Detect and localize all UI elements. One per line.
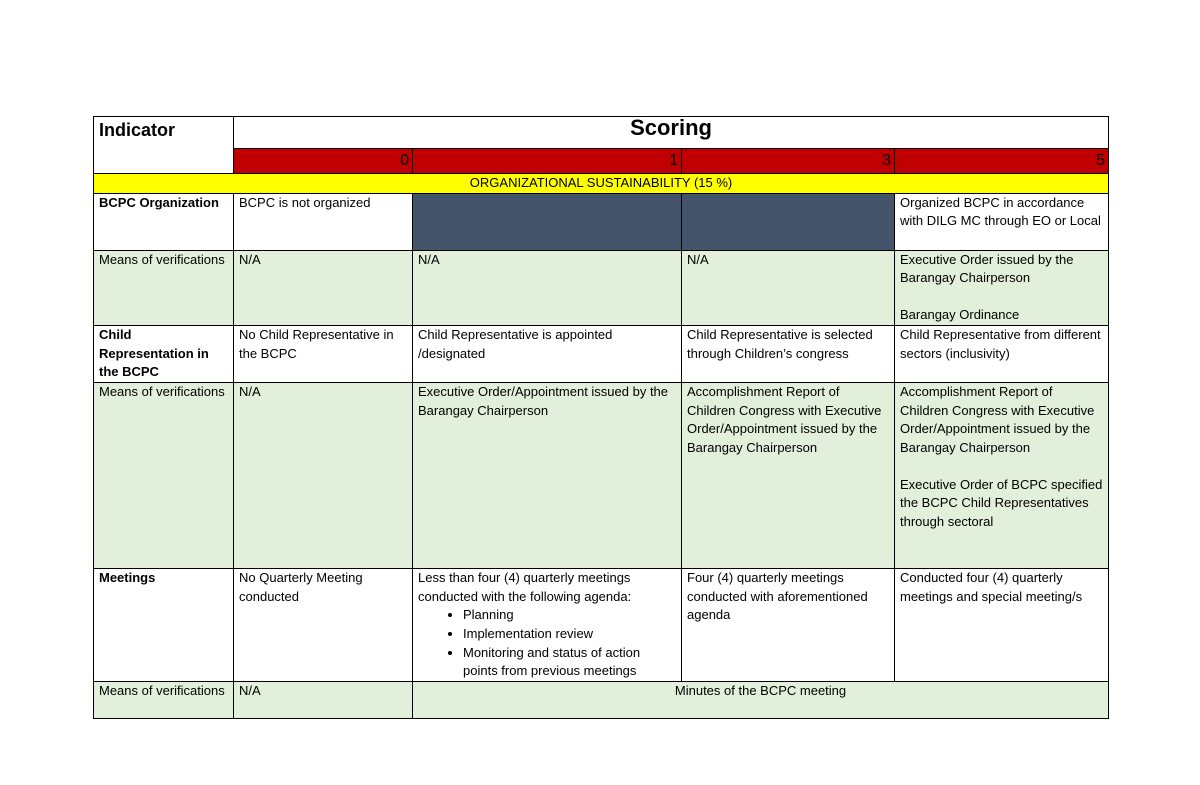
indicator-cell: BCPC Organization [94,193,234,250]
agenda-item: • Planning [463,606,676,625]
table-row [94,250,1109,325]
score-0-cell: N/A [234,382,413,568]
scoring-header: Scoring [234,117,1109,149]
indicator-cell: Meetings [94,568,234,681]
score-3-cell: Accomplishment Report of Children Congress with Executive Order/Appointment issued by the Barangay Chairperson [682,382,895,568]
score-1-header: 1 [413,149,682,174]
section-title: ORGANIZATIONAL SUSTAINABILITY (15 %) [94,174,1109,194]
mov-item: Barangay Ordinance [900,307,1020,323]
score-1-cell: N/A [413,250,682,325]
score-0-cell: No Child Representative in the BCPC [234,325,413,382]
score-5-cell [895,250,1109,325]
mov-item: Executive Order issued by the Barangay Chairperson [900,251,1074,286]
mov-item: Accomplishment Report of Children Congress with Executive Order/Appointment issued by the Barangay Chairperson [900,383,1095,456]
score-3-cell: Four (4) quarterly meetings conducted with aforementioned agenda [682,568,895,681]
table-row [94,193,1109,250]
score-5-cell: Child Representative from different sectors (inclusivity) [895,325,1109,382]
score-0-cell: N/A [234,682,413,719]
table-row [94,682,1109,719]
score-5-header: 5 [895,149,1109,174]
indicator-header: Indicator [94,117,234,174]
score-0-header: 0 [234,149,413,174]
score-0-cell: No Quarterly Meeting conducted [234,568,413,681]
score-0-cell: N/A [234,250,413,325]
score-5-cell: Conducted four (4) quarterly meetings and special meeting/s [895,568,1109,681]
score-5-cell [895,382,1109,568]
scoring-table [93,116,1109,719]
score-1-cell: Executive Order/Appointment issued by the Barangay Chairperson [413,382,682,568]
na-block [682,193,895,250]
score-0-cell: BCPC is not organized [234,193,413,250]
mov-item: Executive Order of BCPC specified the BCPC Child Representatives through sectoral [900,476,1103,530]
agenda-list [418,606,676,681]
agenda-item: • Implementation review [463,625,676,644]
indicator-cell: Means of verifications [94,382,234,568]
indicator-cell: Means of verifications [94,682,234,719]
table-row [94,325,1109,382]
na-block [413,193,682,250]
agenda-intro: Less than four (4) quarterly meetings conducted with the following agenda: [418,569,632,604]
table-row [94,568,1109,681]
score-1-cell: Child Representative is appointed /designated [413,325,682,382]
indicator-cell: Means of verifications [94,250,234,325]
score-1-cell [413,568,682,681]
score-1-5-cell: Minutes of the BCPC meeting [413,682,1109,719]
score-3-cell: N/A [682,250,895,325]
score-5-cell: Organized BCPC in accordance with DILG MC through EO or Local [895,193,1109,250]
indicator-cell: Child Representation in the BCPC [94,325,234,382]
agenda-item: • Monitoring and status of action points from previous meetings [463,644,676,681]
score-3-header: 3 [682,149,895,174]
score-3-cell: Child Representative is selected through Children’s congress [682,325,895,382]
table-row [94,382,1109,568]
